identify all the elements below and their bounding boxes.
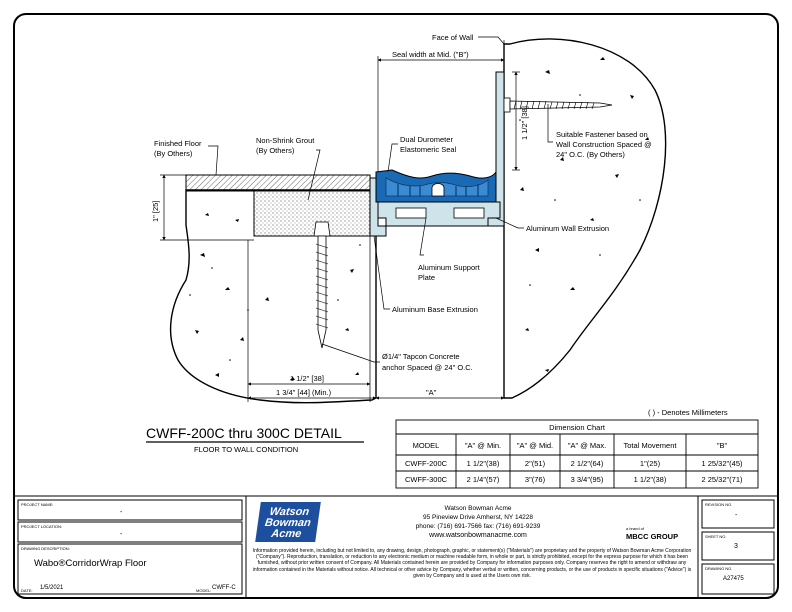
- title-block-frame: [14, 496, 778, 598]
- label-fastener-3: 24" O.C. (By Others): [556, 150, 625, 159]
- chart-col-movement: Total Movement: [623, 441, 677, 450]
- label-fastener-1: Suitable Fastener based on: [556, 130, 648, 139]
- dim-text-bottom-a: "A": [426, 388, 437, 397]
- chart-cell: CWFF-200C: [404, 459, 448, 468]
- logo-line-1: Watson: [268, 506, 311, 518]
- label-face-of-wall: Face of Wall: [432, 33, 474, 42]
- label-fastener-2: Wall Construction Spaced @: [556, 140, 652, 149]
- label-finished-floor-1: Finished Floor: [154, 139, 202, 148]
- dim-text-bottom-2: 1 3/4" [44] (Min.): [276, 388, 332, 397]
- label-wall-extrusion: Aluminum Wall Extrusion: [526, 224, 610, 233]
- model-label: MODEL:: [196, 588, 212, 593]
- dim-text-vertical-wall: 1 1/2" [38]: [520, 106, 529, 140]
- label-base-extrusion: Aluminum Base Extrusion: [392, 305, 478, 314]
- label-grout-1: Non-Shrink Grout: [256, 136, 315, 145]
- drawing-description-label: DRAWING DESCRIPTION:: [21, 546, 70, 551]
- legal-disclaimer: Information provided herein, including but not limited to, any drawing, design, photograph, graphic, or statement(s) ("Materials") are proprietary and the property of Watson Bowman Acme Corporation ("Company"). Reproduction, translation, or reduction to any electronic medium or machine readable form, in whole or part, is strictly prohibited, except for the express purpose for which it has been furnished, without prior written consent of Company. All Materials contained herein are provided by Company for information purposes only. Company reserves the right to amend or withdraw any information contained in the Materials without notice. All technical or other advice by Company, whether verbal or written, concerning products, or the use of products in specific situations ("Advice") is given by Company and is used at the Users own risk.: [252, 548, 692, 579]
- label-seal-1: Dual Durometer: [400, 135, 453, 144]
- group-name: MBCC GROUP: [626, 532, 679, 541]
- support-slot-left: [396, 208, 426, 218]
- chart-cell: 3 3/4"(95): [570, 475, 604, 484]
- company-website[interactable]: www.watsonbowmanacme.com: [429, 532, 527, 539]
- drawing-no-value: A27475: [723, 576, 744, 582]
- chart-title: Dimension Chart: [549, 423, 605, 432]
- label-seal-width: Seal width at Mid. ("B"): [392, 50, 469, 59]
- chart-col-a-mid: "A" @ Mid.: [516, 441, 554, 450]
- detail-title: CWFF-200C thru 300C DETAIL: [146, 425, 342, 441]
- logo-line-2: Bowman: [264, 517, 312, 529]
- date-label: DATE:: [21, 588, 33, 593]
- mm-note: ( ) - Denotes Millimeters: [648, 408, 728, 417]
- project-name-value: -: [120, 509, 123, 516]
- finished-floor-strip: [186, 175, 370, 191]
- chart-cell: 2 25/32"(71): [701, 475, 743, 484]
- chart-cell: 2 1/2"(64): [570, 459, 604, 468]
- concrete-wall: [504, 39, 666, 398]
- label-finished-floor-2: (By Others): [154, 149, 193, 158]
- project-location-value: -: [120, 531, 123, 538]
- drawing-description-value: Wabo®CorridorWrap Floor: [34, 558, 147, 569]
- company-name: Watson Bowman Acme: [444, 505, 512, 512]
- sheet-value: 3: [734, 543, 738, 550]
- label-anchor-2: anchor Spaced @ 24" O.C.: [382, 363, 473, 372]
- label-seal-2: Elastomeric Seal: [400, 145, 457, 154]
- label-support-plate-1: Aluminum Support: [418, 263, 480, 272]
- chart-col-a-min: "A" @ Min.: [464, 441, 502, 450]
- seal-center-bulb: [432, 184, 444, 197]
- drawing-no-label: DRAWING NO.: [705, 566, 733, 571]
- chart-cell: 3"(76): [524, 475, 546, 484]
- chart-col-model: MODEL: [412, 441, 440, 450]
- support-slot-right: [454, 208, 484, 218]
- chart-cell: 2"(51): [524, 459, 546, 468]
- project-location-label: PROJECT LOCATION:: [21, 524, 62, 529]
- company-logo: [255, 502, 321, 542]
- label-anchor-1: Ø1/4" Tapcon Concrete: [382, 352, 460, 361]
- date-value: 1/5/2021: [40, 585, 64, 591]
- company-phone: phone: (716) 691-7566 fax: (716) 691-9239: [415, 523, 541, 530]
- label-support-plate-2: Plate: [418, 273, 436, 282]
- revision-value: -: [735, 512, 738, 519]
- non-shrink-grout: [254, 190, 370, 236]
- group-prefix: a brand of: [626, 526, 645, 531]
- logo-line-3: Acme: [270, 528, 303, 540]
- dim-text-vertical-left: 1" [25]: [151, 200, 160, 222]
- chart-cell: CWFF-300C: [404, 475, 448, 484]
- detail-subtitle: FLOOR TO WALL CONDITION: [194, 445, 299, 454]
- chart-cell: 1 25/32"(45): [701, 459, 743, 468]
- chart-cell: 2 1/4"(57): [466, 475, 500, 484]
- chart-cell: 1"(25): [639, 459, 661, 468]
- chart-cell: 1 1/2"(38): [466, 459, 500, 468]
- revision-label: REVISION NO.: [705, 502, 733, 507]
- chart-col-a-max: "A" @ Max.: [567, 441, 607, 450]
- model-value: CWFF-C: [212, 585, 236, 591]
- chart-cell: 1 1/2"(38): [633, 475, 667, 484]
- company-address: 95 Pineview Drive Amherst, NY 14228: [422, 514, 534, 521]
- label-grout-2: (By Others): [256, 146, 295, 155]
- dim-text-bottom-1: 1 1/2" [38]: [290, 374, 324, 383]
- sheet-label: SHEET NO.: [705, 534, 727, 539]
- chart-col-b: "B": [716, 441, 728, 450]
- project-name-label: PROJECT NAME:: [21, 502, 54, 507]
